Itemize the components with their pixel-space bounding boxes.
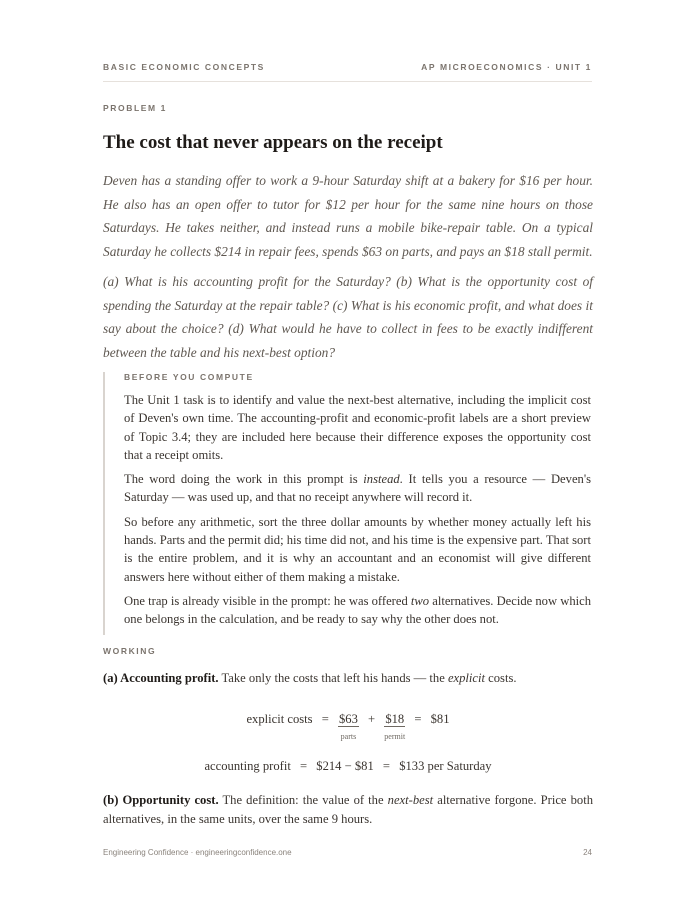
eq2-equals: =	[300, 759, 308, 773]
header-course-title: AP MICROECONOMICS · UNIT 1	[421, 62, 592, 72]
eq1-parts-value: $63	[339, 712, 358, 726]
eq1-term-permit	[384, 712, 406, 741]
step-b-text: The definition: the value of the	[218, 793, 388, 807]
step-b-heading: (b) Opportunity cost.	[103, 793, 219, 807]
step-b-emphasis: next-best	[387, 793, 434, 807]
eq1-result: $81	[430, 712, 450, 726]
explicit-costs-equation	[103, 712, 593, 741]
eq1-permit-label: permit	[384, 732, 406, 741]
eq1-parts-label: parts	[340, 732, 357, 741]
accounting-profit-equation	[103, 759, 593, 774]
before-you-compute-callout	[103, 372, 591, 635]
footer-publisher: Engineering Confidence · engineeringconfidence.one	[103, 848, 292, 857]
header-section-title: BASIC ECONOMIC CONCEPTS	[103, 62, 265, 72]
step-a-emphasis: explicit	[447, 671, 486, 685]
page-footer	[103, 848, 592, 857]
eq1-plus: +	[368, 712, 376, 726]
problem-prompt-questions: (a) What is his accounting profit for the Saturday? (b) What is the opportunity cost of spending the Saturday at the repair table? (c) What is his economic profit, and what does it say about the choice? (d) What would he have to collect in fees to be exactly indifferent between the table and his next-best option?	[103, 274, 593, 360]
eq1-equals-2: =	[414, 712, 422, 726]
callout-label: BEFORE YOU COMPUTE	[124, 372, 254, 382]
eq2-lhs: accounting profit	[204, 759, 291, 773]
step-a-text-end: costs.	[485, 671, 517, 685]
problem-prompt-scenario: Deven has a standing offer to work a 9-hour Saturday shift at a bakery for $16 per hour. He also has an open offer to tutor for $12 per hour for the same nine hours on those Saturdays. He takes neither, and instead runs a mobile bike-repair table. On a typical Saturday he collects $214 in repair fees, spends $63 on parts, and pays an $18 stall permit.	[103, 173, 593, 259]
callout-p2-text-end: . It tells you a resource — Deven's Saturday — was used up, and that no receipt anywhere will record it.	[124, 472, 591, 505]
callout-p2-emphasis: instead	[363, 472, 400, 487]
callout-paragraph-4	[124, 592, 591, 629]
problem-title: The cost that never appears on the receipt	[103, 132, 443, 153]
header-divider	[103, 81, 592, 82]
running-header	[103, 62, 592, 76]
eq1-permit-value: $18	[385, 712, 405, 726]
step-a-text: Take only the costs that left his hands — the	[218, 671, 448, 685]
page-number: 24	[583, 848, 592, 857]
eq1-lhs: explicit costs	[246, 712, 313, 726]
callout-paragraph-1: The Unit 1 task is to identify and value the next-best alternative, including the implicit cost of Deven's own time. The accounting-profit and economic-profit labels are a short preview of Topic 3.4; they are included here because their difference exposes the opportunity cost that a receipt omits.	[124, 393, 591, 462]
callout-paragraph-3: So before any arithmetic, sort the three dollar amounts by whether money actually left his hands. Parts and the permit did; his time did not, and his time is the expensive part. That sort is the entire problem, and it is why an accountant and an economist will give different answers here without either of them making a mistake.	[124, 514, 591, 584]
problem-label: PROBLEM 1	[103, 103, 167, 113]
eq1-term-parts	[338, 712, 359, 741]
callout-paragraph-2	[124, 470, 591, 507]
eq2-expression: $214 − $81	[316, 759, 374, 773]
step-b-text-end: alternative forgone. Price both alternatives, in the same units, over the same 9 hours.	[103, 793, 594, 826]
eq2-equals-2: =	[382, 759, 391, 773]
step-a-heading: (a) Accounting profit.	[103, 671, 219, 685]
step-b-opportunity-cost	[103, 791, 593, 829]
eq1-equals: =	[321, 712, 329, 726]
eq2-result: $133 per Saturday	[399, 759, 492, 773]
callout-p2-text: The word doing the work in this prompt is	[124, 472, 364, 487]
callout-p4-text-end: alternatives. Decide now which one belongs in the calculation, and be ready to say why the other does not.	[124, 593, 592, 627]
step-a-accounting-profit	[103, 669, 593, 688]
callout-p4-emphasis: two	[410, 593, 430, 608]
working-label: WORKING	[103, 646, 157, 656]
callout-p4-text: One trap is already visible in the prompt: he was offered	[124, 593, 411, 608]
